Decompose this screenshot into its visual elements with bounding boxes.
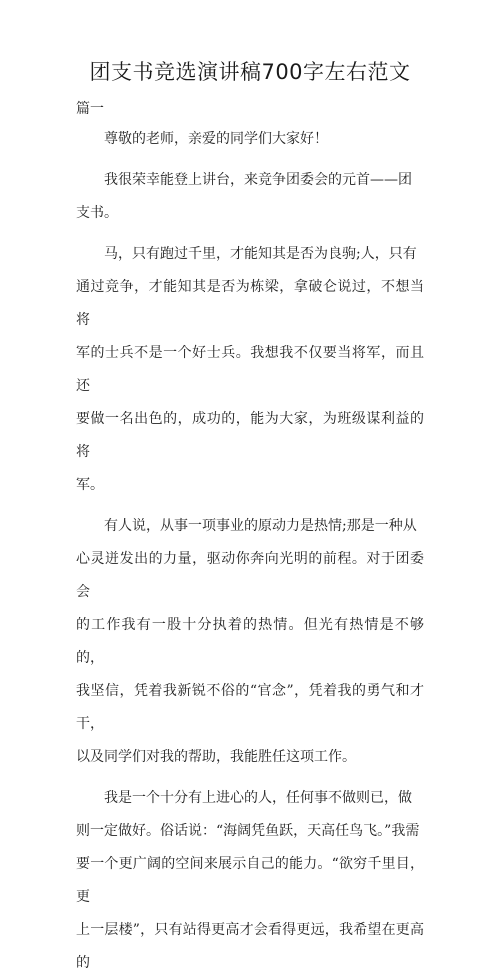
paragraph-line: 尊敬的老师，亲爱的同学们大家好！: [104, 131, 328, 147]
paragraph: [76, 782, 424, 980]
paragraph-line: 马，只有跑过千里，才能知其是否为良驹;人，只有: [104, 246, 417, 262]
paragraph-line: 军的士兵不是一个好士兵。我想我不仅要当将军，而且还: [76, 345, 424, 394]
document-body: [76, 123, 424, 980]
paragraph-line: 支书。: [76, 205, 118, 221]
paragraph-line: 军。: [76, 477, 104, 493]
paragraph-line: 我坚信，凭着我新锐不俗的“官念”，凭着我的勇气和才干，: [76, 683, 424, 732]
paragraph-line: 以及同学们对我的帮助，我能胜任这项工作。: [76, 749, 356, 765]
paragraph-line: 要做一名出色的，成功的，能为大家，为班级谋利益的将: [76, 411, 424, 460]
paragraph-line: 我是一个十分有上进心的人，任何事不做则已，做: [104, 790, 412, 806]
paragraph-line: 通过竞争，才能知其是否为栋梁，拿破仑说过，不想当将: [76, 279, 424, 328]
paragraph-line: 的工作我有一股十分执着的热情。但光有热情是不够的，: [76, 617, 424, 666]
paragraph: [76, 510, 424, 774]
paragraph: [76, 123, 424, 156]
paragraph-line: 上一层楼”，只有站得更高才会看得更远，我希望在更高的: [76, 922, 424, 971]
paragraph-line: 要一个更广阔的空间来展示自己的能力。“欲穷千里目，更: [76, 856, 424, 905]
paragraph: [76, 164, 424, 230]
paragraph-line: 有人说，从事一项事业的原动力是热情;那是一种从: [104, 518, 417, 534]
section-label: 篇一: [76, 101, 104, 117]
document-title: 团支书竞选演讲稿700字左右范文: [89, 60, 411, 84]
paragraph-line: 则一定做好。俗话说：“海阔凭鱼跃，天高任鸟飞。”我需: [76, 823, 420, 839]
paragraph: [76, 238, 424, 502]
paragraph-line: 心灵迸发出的力量，驱动你奔向光明的前程。对于团委会: [76, 551, 424, 600]
paragraph-line: 我很荣幸能登上讲台，来竞争团委会的元首——团: [104, 172, 412, 188]
